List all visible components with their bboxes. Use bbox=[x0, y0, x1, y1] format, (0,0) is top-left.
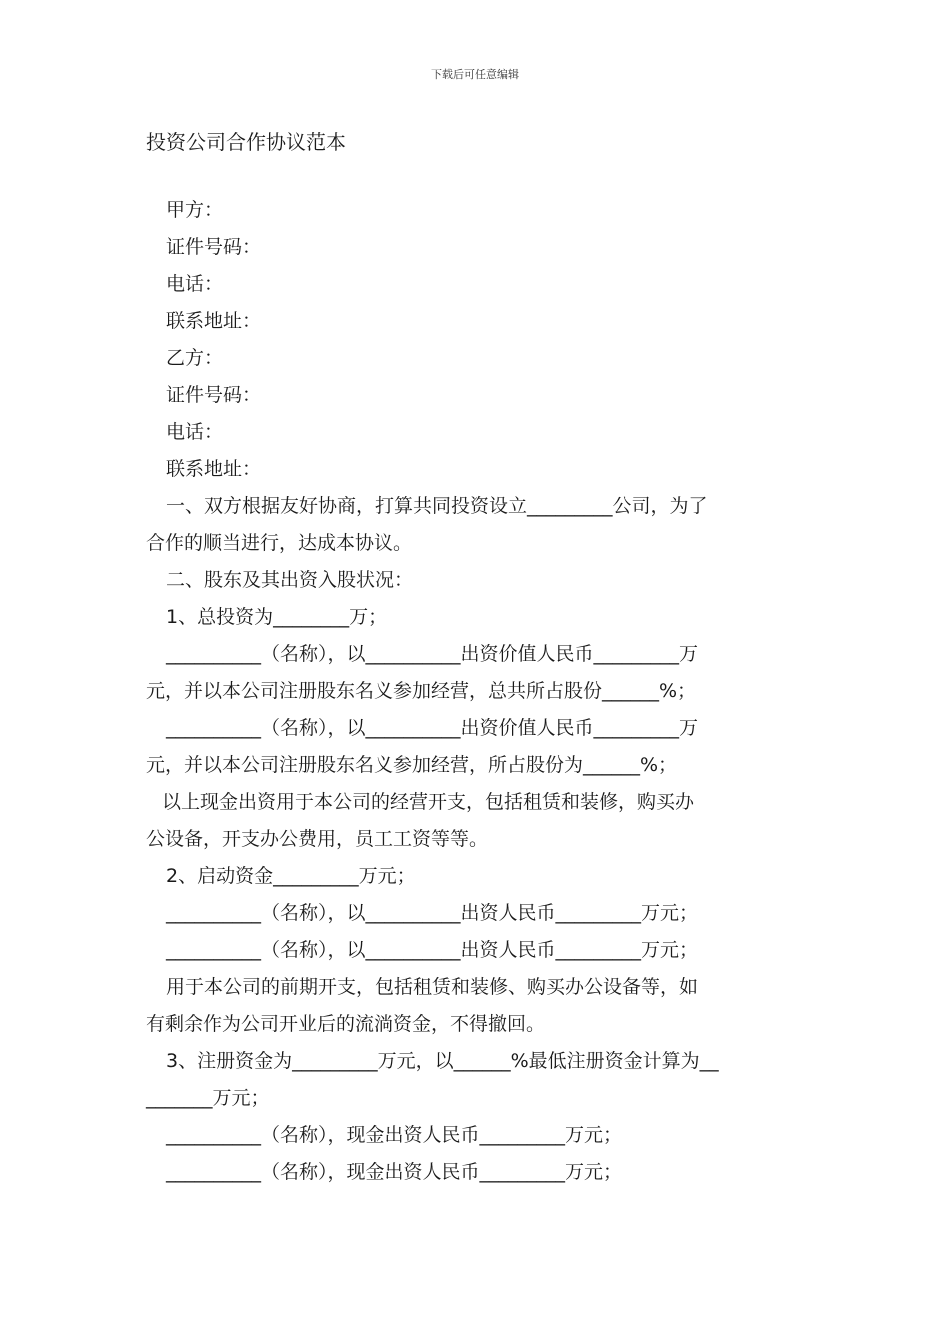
shareholder-1-line-2: 元，并以本公司注册股东名义参加经营，总共所占股份______%； bbox=[146, 680, 697, 702]
registered-capital-line-2: _______万元； bbox=[146, 1087, 270, 1109]
party-a-label: 甲方： bbox=[166, 199, 224, 221]
registered-capital-line-1: 3、注册资金为_________万元，以______%最低注册资金计算为__ bbox=[166, 1050, 719, 1072]
clause-1-line-1: 一、双方根据友好协商，打算共同投资设立_________公司，为了 bbox=[166, 495, 708, 517]
registered-contributor-2: __________（名称），现金出资人民币_________万元； bbox=[166, 1161, 623, 1183]
party-b-label: 乙方： bbox=[166, 347, 224, 369]
party-a-id-label: 证件号码： bbox=[166, 236, 262, 258]
registered-contributor-1: __________（名称），现金出资人民币_________万元； bbox=[166, 1124, 623, 1146]
startup-capital-line: 2、启动资金_________万元； bbox=[166, 865, 416, 887]
shareholder-2-line-1: __________（名称），以__________出资价值人民币_________万 bbox=[166, 717, 699, 739]
startup-contributor-2: __________（名称），以__________出资人民币_________万元； bbox=[166, 939, 699, 961]
cash-usage-line-2: 公设备，开支办公费用，员工工资等等。 bbox=[146, 828, 489, 850]
shareholder-2-line-2: 元，并以本公司注册股东名义参加经营，所占股份为______%； bbox=[146, 754, 678, 776]
shareholder-1-line-1: __________（名称），以__________出资价值人民币_________万 bbox=[166, 643, 699, 665]
party-b-address-label: 联系地址： bbox=[166, 458, 262, 480]
party-b-id-label: 证件号码： bbox=[166, 384, 262, 406]
startup-usage-line-1: 用于本公司的前期开支，包括租赁和装修、购买办公设备等，如 bbox=[166, 976, 699, 998]
party-a-address-label: 联系地址： bbox=[166, 310, 262, 332]
page-header: 下载后可任意编辑 bbox=[431, 68, 519, 81]
party-b-phone-label: 电话： bbox=[166, 421, 224, 443]
clause-2-heading: 二、股东及其出资入股状况： bbox=[166, 569, 414, 591]
document-title: 投资公司合作协议范本 bbox=[146, 130, 346, 154]
startup-contributor-1: __________（名称），以__________出资人民币_________万元； bbox=[166, 902, 699, 924]
party-a-phone-label: 电话： bbox=[166, 273, 224, 295]
document-body bbox=[146, 192, 808, 1191]
startup-usage-line-2: 有剩余作为公司开业后的流淌资金，不得撤回。 bbox=[146, 1013, 546, 1035]
clause-1-line-2: 合作的顺当进行，达成本协议。 bbox=[146, 532, 413, 554]
cash-usage-line-1: 以上现金出资用于本公司的经营开支，包括租赁和装修，购买办 bbox=[162, 791, 695, 813]
total-investment-line: 1、总投资为________万； bbox=[166, 606, 388, 628]
